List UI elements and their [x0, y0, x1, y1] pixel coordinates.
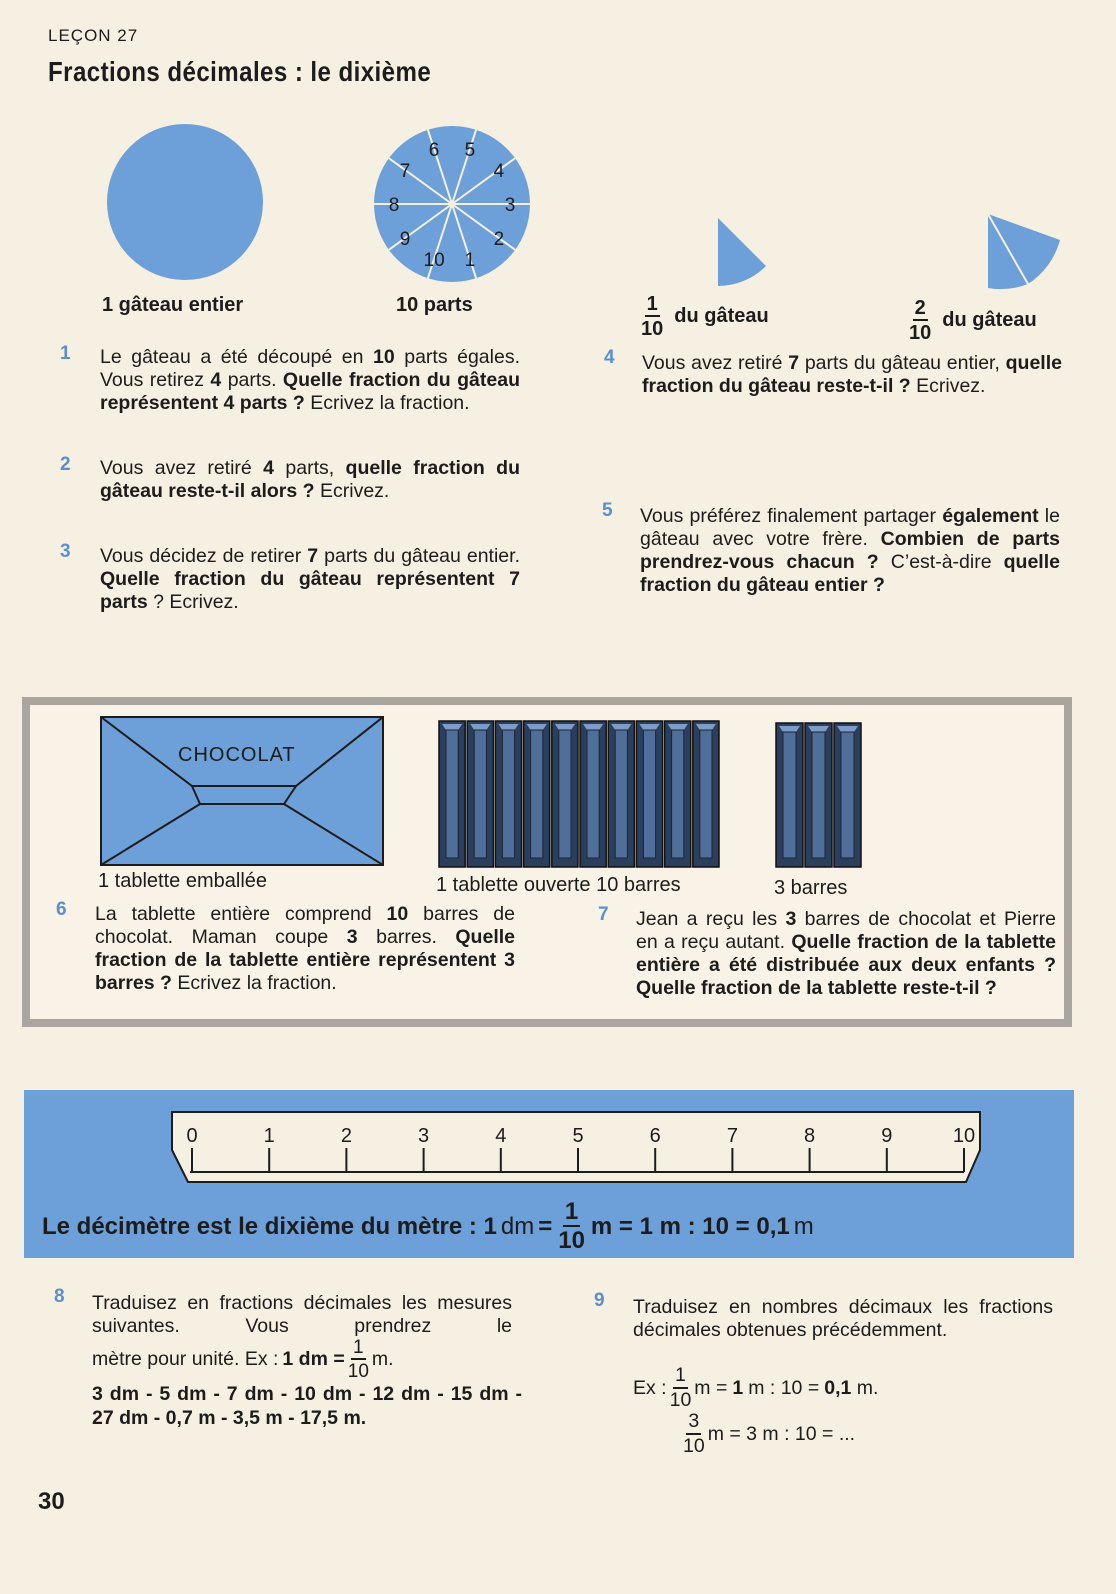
two-tenths-fraction: $\frac{2}{10}$ [909, 297, 932, 344]
chocolate-bar [834, 723, 861, 867]
slice-number: 8 [388, 195, 400, 216]
ruler-tick-label: 0 [186, 1125, 198, 1147]
chocolate-bar [608, 721, 634, 867]
exercise-2-text: Vous avez retiré 4 parts, quelle fraction du gâteau reste-t-il alors ? Ecrivez. [100, 457, 520, 502]
slice-number: 7 [399, 160, 411, 182]
whole-cake [107, 124, 263, 280]
slice-number: 5 [464, 139, 476, 161]
exercise-5-text: Vous préférez finalement partager également le gâteau avec votre frère. Combien de parts prendrez-vous chacun ? C’est-à-dire quelle fraction du gâteau entier ? [640, 505, 1060, 596]
chocolate-bar [665, 721, 691, 867]
slice-number: 6 [428, 139, 440, 161]
wrapped-chocolate-bar [100, 716, 386, 868]
exercise-1-number: 1 [60, 343, 71, 364]
exercise-9-example-1: Ex : $\frac{1}{10}$ m = 1 m : 10 = 0,1 m. [633, 1364, 879, 1411]
exercise-2-number: 2 [60, 454, 71, 475]
three-chocolate-bars [775, 722, 865, 872]
exercise-8-number: 8 [54, 1286, 65, 1307]
parts-caption: 10 parts [396, 294, 473, 316]
ruler-tick-label: 7 [726, 1125, 738, 1147]
open-chocolate-bar [438, 720, 722, 870]
open-caption: 1 tablette ouverte 10 barres [436, 874, 681, 896]
exercise-1-text: Le gâteau a été découpé en 10 parts égales. Vous retirez 4 parts. Quelle fraction du gâteau représentent 4 parts ? Ecrivez la fraction. [100, 346, 521, 414]
ruler [170, 1110, 982, 1186]
slice-number: 1 [464, 250, 476, 272]
exercise-7-text: Jean a reçu les 3 barres de chocolat et Pierre en a reçu autant. Quelle fraction de la tablette entière a été distribuée aux deux enfants ? Quelle fraction de la tablette reste-t-il ? [636, 908, 1056, 999]
cakes-illustration [100, 118, 550, 288]
one-tenth-slice [708, 212, 778, 292]
exercise-4-number: 4 [604, 347, 615, 368]
lesson-label: LEÇON 27 [48, 26, 139, 45]
decimetre-statement: Le décimètre est le dixième du mètre : 1 dm = $\frac{1}{10}$ m = 1 m : 10 = 0,1 m [42, 1198, 814, 1254]
chocolate-bar [495, 721, 521, 867]
chocolate-bar [467, 721, 493, 867]
ruler-tick-label: 4 [495, 1125, 507, 1147]
chocolate-bar [693, 721, 719, 867]
exercise-8-text: Traduisez en fractions décimales les mesures suivantes. Vous prendrez le mètre pour unité. Ex : 1 dm = $\frac{1}{10}$ m. [92, 1292, 512, 1382]
chocolate-bar [524, 721, 550, 867]
slice-number: 3 [504, 195, 516, 216]
chocolate-bar [580, 721, 606, 867]
chocolate-bar [776, 723, 803, 867]
ruler-tick-label: 6 [649, 1125, 661, 1147]
wrapped-caption: 1 tablette emballée [98, 870, 268, 892]
slice-number: 10 [423, 250, 445, 272]
sliced-cake [374, 126, 530, 282]
one-tenth-fraction: $\frac{1}{10}$ [641, 293, 664, 340]
ruler-tick-label: 8 [804, 1125, 816, 1147]
exercise-8-measures: 3 dm - 5 dm - 7 dm - 10 dm - 12 dm - 15 dm - 27 dm - 0,7 m - 3,5 m - 17,5 m. [92, 1383, 522, 1429]
chocolate-bar [636, 721, 662, 867]
ruler-tick-label: 2 [340, 1125, 352, 1147]
exercise-6-text: La tablette entière comprend 10 barres de chocolat. Maman coupe 3 barres. Quelle fraction de la tablette entière représentent 3 barres ? Ecrivez la fraction. [95, 903, 515, 994]
exercise-9-number: 9 [594, 1290, 605, 1311]
ruler-tick-label: 9 [881, 1125, 893, 1147]
slice-number: 2 [493, 229, 505, 251]
exercise-3-number: 3 [60, 541, 71, 562]
chocolat-wrapper-text: CHOCOLAT [178, 744, 296, 766]
chocolate-bar [439, 721, 465, 867]
chocolate-bar [805, 723, 832, 867]
two-tenths-label: $\frac{2}{10}$ du gâteau [909, 297, 1037, 344]
exercise-4-text: Vous avez retiré 7 parts du gâteau entier, quelle fraction du gâteau reste-t-il ? Ecrivez. [642, 352, 1062, 397]
ruler-tick-label: 1 [263, 1125, 275, 1147]
decimetre-fraction: $\frac{1}{10}$ [558, 1198, 585, 1254]
exercise-6-number: 6 [56, 899, 67, 920]
exercise-7-number: 7 [598, 904, 609, 925]
ruler-tick-label: 10 [952, 1125, 976, 1147]
exercise-3-text: Vous décidez de retirer 7 parts du gâteau entier. Quelle fraction du gâteau représentent 7 parts ? Ecrivez. [100, 545, 520, 613]
ruler-tick-label: 3 [418, 1125, 430, 1147]
three-bars-caption: 3 barres [774, 877, 848, 899]
ruler-tick-label: 5 [572, 1125, 584, 1147]
two-tenths-slice [980, 210, 1070, 290]
one-tenth-label: $\frac{1}{10}$ du gâteau [641, 293, 769, 340]
slice-number: 4 [493, 160, 505, 182]
page-number: 30 [38, 1488, 65, 1515]
page-title: Fractions décimales : le dixième [48, 56, 432, 87]
exercise-9-text: Traduisez en nombres décimaux les fractions décimales obtenues précédemment. [633, 1296, 1053, 1341]
exercise-5-number: 5 [602, 500, 613, 521]
slice-number: 9 [399, 229, 411, 251]
chocolate-bar [552, 721, 578, 867]
exercise-9-example-2: $\frac{3}{10}$ m = 3 m : 10 = ... [683, 1410, 856, 1457]
whole-cake-caption: 1 gâteau entier [102, 294, 244, 316]
